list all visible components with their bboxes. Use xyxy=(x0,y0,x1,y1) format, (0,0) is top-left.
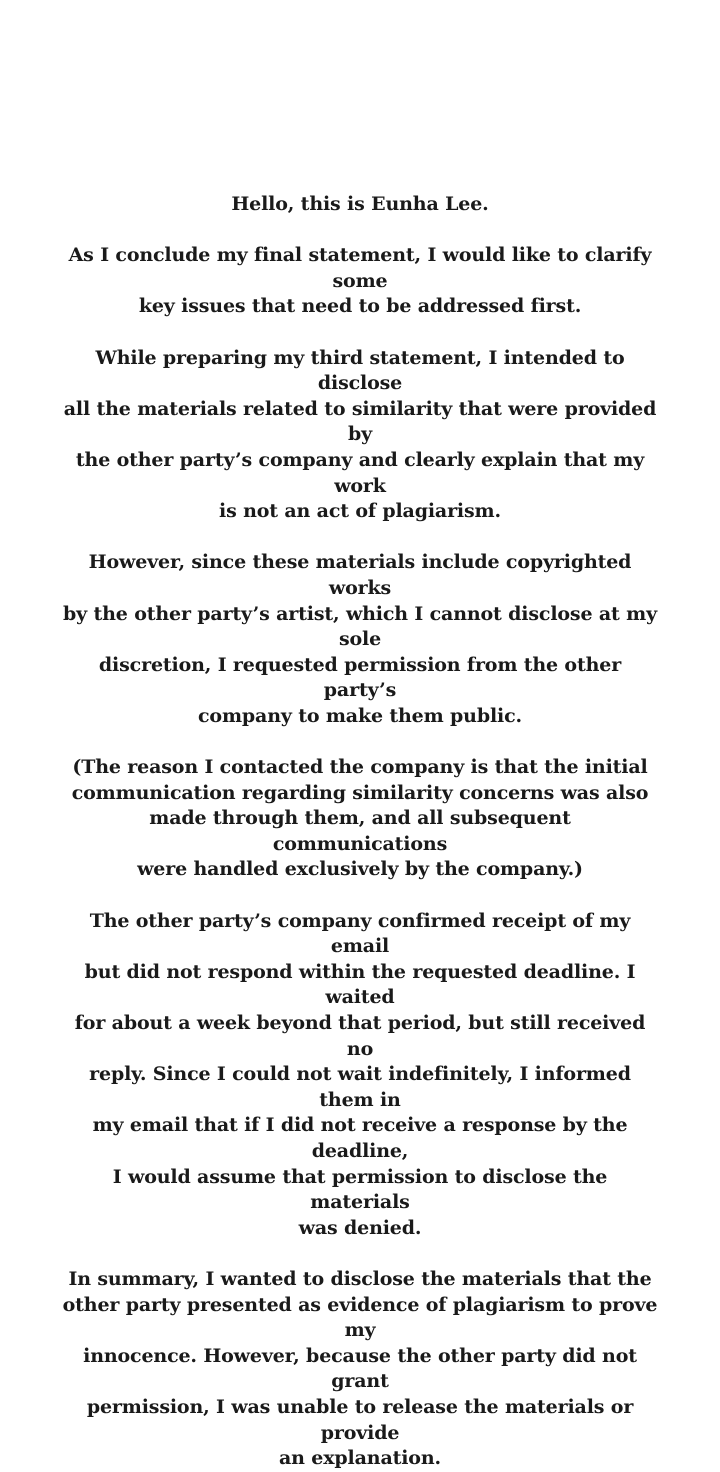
paragraph-third-statement: While preparing my third statement, I intended to disclose all the materials related to similarity that were provided by the other party’s company and clearly explain that my work is not an act of plagiarism. xyxy=(63,346,657,523)
paragraph-clarification: As I conclude my final statement, I would like to clarify some key issues that need to be addressed first. xyxy=(68,244,652,318)
paragraph-summary: In summary, I wanted to disclose the materials that the other party presented as evidence of plagiarism to prove my innocence. However, because the other party did not grant permission, I was unable to release the materials or provide an explanation. xyxy=(62,1267,658,1470)
paragraph-reason-note: (The reason I contacted the company is that the initial communication regarding similarity concerns was also made through them, and all subsequent communications were handled exclusively by the company.) xyxy=(71,756,649,881)
greeting-line: Hello, this is Eunha Lee. xyxy=(231,193,489,215)
paragraph-permission-request: However, since these materials include copyrighted works by the other party’s artist, which I cannot disclose at my sole discretion, I requested permission from the other party’s company to make them public. xyxy=(63,551,657,727)
paragraph-no-response: The other party’s company confirmed receipt of my email but did not respond within the requested deadline. I waited for about a week beyond that period, but still received no reply. Since I could not wait indefinitely, I informed them in my email that if I did not receive a response by the deadline, I would assume that permission to disclose the materials was denied. xyxy=(74,909,646,1239)
